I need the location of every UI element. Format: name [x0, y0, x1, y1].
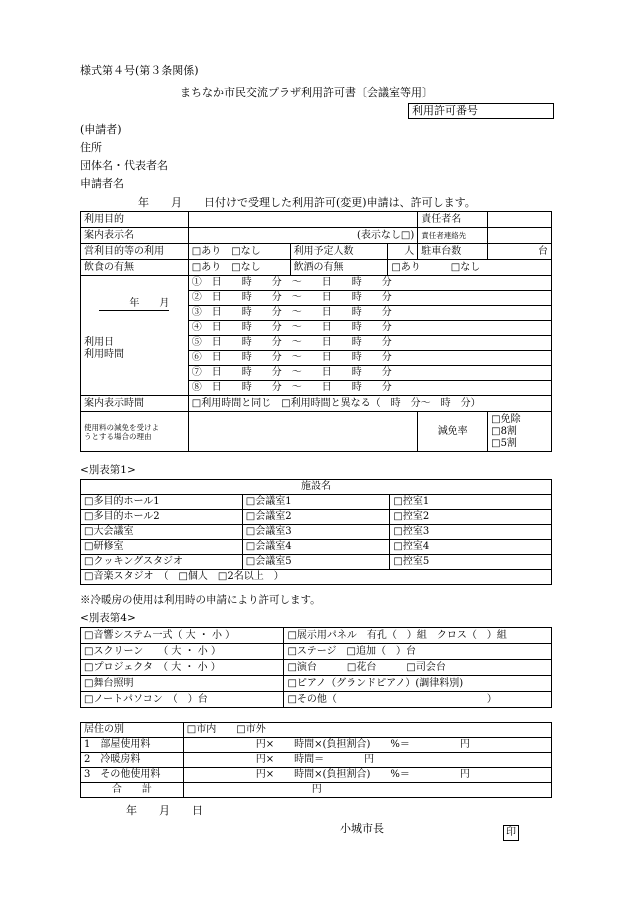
time-slot[interactable]: ④ 日 時 分 ～ 日 時 分: [188, 321, 551, 336]
food-no[interactable]: □なし: [231, 261, 261, 273]
residence-options[interactable]: □市内 □市外: [183, 723, 551, 738]
seal-stamp: 印: [503, 825, 519, 841]
heating-fee-formula: 円× 時間＝ 円: [183, 753, 551, 768]
fee-table: [80, 722, 552, 798]
facility-table: [80, 479, 552, 585]
use-year-month: 年 月: [99, 298, 169, 311]
applicant-label: (申請者): [80, 123, 122, 136]
address-label: 住所: [80, 141, 102, 154]
alcohol-yes[interactable]: □あり: [391, 261, 421, 273]
table4-caption: <別表第4>: [80, 612, 136, 624]
equipment-table: [80, 627, 552, 708]
facility-option[interactable]: □大会議室: [81, 525, 243, 540]
parking-unit: 台: [488, 244, 552, 260]
time-slot[interactable]: ⑧ 日 時 分 ～ 日 時 分: [188, 381, 551, 396]
residence-label: 居住の別: [81, 723, 184, 738]
time-slot[interactable]: ① 日 時 分 ～ 日 時 分: [188, 276, 551, 291]
equipment-option[interactable]: □舞台照明: [81, 676, 284, 692]
facility-option[interactable]: □会議室4: [242, 540, 390, 555]
responsible-label: 責任者名: [418, 212, 488, 228]
facility-option[interactable]: □控室2: [390, 510, 552, 525]
time-slot[interactable]: ③ 日 時 分 ～ 日 時 分: [188, 306, 551, 321]
time-slot[interactable]: ② 日 時 分 ～ 日 時 分: [188, 291, 551, 306]
use-date-label: 利用日: [84, 337, 114, 348]
equipment-option[interactable]: □プロジェクタ （ 大 ・ 小 ）: [81, 660, 284, 676]
rate-50[interactable]: □5割: [491, 437, 517, 449]
room-fee-label: 1 部屋使用料: [81, 738, 184, 753]
facility-option[interactable]: □控室4: [390, 540, 552, 555]
applicant-name-label: 申請者名: [80, 177, 124, 190]
facility-option[interactable]: □控室3: [390, 525, 552, 540]
main-table: [80, 211, 552, 452]
facility-option[interactable]: □会議室5: [242, 555, 390, 570]
facility-option[interactable]: □多目的ホール2: [81, 510, 243, 525]
total-unit: 円: [183, 783, 551, 798]
facility-option[interactable]: □クッキングスタジオ: [81, 555, 243, 570]
facility-option[interactable]: □控室1: [390, 495, 552, 510]
equipment-option[interactable]: □展示用パネル 有孔（ ）組 クロス（ ）組: [284, 628, 552, 644]
food-yes[interactable]: □あり: [191, 261, 222, 273]
people-unit: 人: [388, 244, 418, 260]
permit-number-field: 利用許可番号: [408, 103, 554, 119]
no-display-option[interactable]: (表示なし□): [188, 228, 418, 244]
facility-option[interactable]: □会議室1: [242, 495, 390, 510]
equipment-option[interactable]: □音響システム一式（ 大 ・ 小 ）: [81, 628, 284, 644]
food-label: 飲食の有無: [81, 260, 189, 276]
alcohol-label: 飲酒の有無: [290, 260, 388, 276]
music-studio-option[interactable]: □音楽スタジオ （ □個人 □2名以上 ）: [81, 570, 552, 585]
alcohol-no[interactable]: □なし: [450, 261, 481, 273]
room-fee-formula: 円× 時間×(負担割合) %＝ 円: [183, 738, 551, 753]
facility-option[interactable]: □多目的ホール1: [81, 495, 243, 510]
reduction-reason-label: 使用料の減免を受けよ: [84, 422, 159, 432]
form-number: 様式第４号(第３条関係): [80, 64, 199, 77]
commercial-label: 営利目的等の利用: [81, 244, 189, 260]
equipment-option[interactable]: □ピアノ（グランドピアノ）(調律料別): [284, 676, 552, 692]
total-label: 合 計: [81, 783, 184, 798]
use-time-label: 利用時間: [84, 349, 124, 360]
mayor-label: 小城市長: [340, 822, 384, 835]
display-time-label: 案内表示時間: [81, 396, 189, 412]
heating-fee-label: 2 冷暖房料: [81, 753, 184, 768]
display-time-options[interactable]: □利用時間と同じ □利用時間と異なる（ 時 分～ 時 分）: [188, 396, 551, 412]
rate-80[interactable]: □8割: [491, 425, 517, 437]
other-fee-formula: 円× 時間×(負担割合) %＝ 円: [183, 768, 551, 783]
commercial-yes[interactable]: □あり: [191, 245, 222, 257]
parking-label: 駐車台数: [418, 244, 488, 260]
facility-option[interactable]: □会議室2: [242, 510, 390, 525]
table1-caption: <別表第1>: [80, 464, 136, 476]
facility-option[interactable]: □研修室: [81, 540, 243, 555]
purpose-label: 利用目的: [81, 212, 189, 228]
commercial-no[interactable]: □なし: [231, 245, 261, 257]
issue-date: 年 月 日: [126, 804, 203, 817]
equipment-option[interactable]: □その他（ ）: [284, 692, 552, 708]
reduction-reason-label-2: うとする場合の理由: [84, 431, 152, 441]
time-slot[interactable]: ⑦ 日 時 分 ～ 日 時 分: [188, 366, 551, 381]
facility-option[interactable]: □控室5: [390, 555, 552, 570]
document-title: まちなか市民交流プラザ利用許可書〔会議室等用〕: [180, 86, 433, 99]
reduction-rate-label: 減免率: [418, 412, 488, 452]
time-slot[interactable]: ⑤ 日 時 分 ～ 日 時 分: [188, 336, 551, 351]
time-slot[interactable]: ⑥ 日 時 分 ～ 日 時 分: [188, 351, 551, 366]
guide-display-label: 案内表示名: [81, 228, 189, 244]
heating-note: ※冷暖房の使用は利用時の申請により許可します。: [80, 594, 321, 606]
other-fee-label: 3 その他使用料: [81, 768, 184, 783]
contact-label: 責任者連絡先: [418, 228, 488, 244]
rate-exempt[interactable]: □免除: [491, 413, 521, 425]
equipment-option[interactable]: □ノートパソコン （ ）台: [81, 692, 284, 708]
equipment-option[interactable]: □スクリーン （ 大 ・ 小 ）: [81, 644, 284, 660]
permit-statement: 年 月 日付けで受理した利用許可(変更)申請は、許可します。: [138, 196, 476, 209]
facility-option[interactable]: □会議室3: [242, 525, 390, 540]
equipment-option[interactable]: □演台 □花台 □司会台: [284, 660, 552, 676]
equipment-option[interactable]: □ステージ □追加（ ）台: [284, 644, 552, 660]
group-label: 団体名・代表者名: [80, 159, 168, 172]
facility-header: 施設名: [81, 480, 552, 495]
planned-people-label: 利用予定人数: [290, 244, 388, 260]
